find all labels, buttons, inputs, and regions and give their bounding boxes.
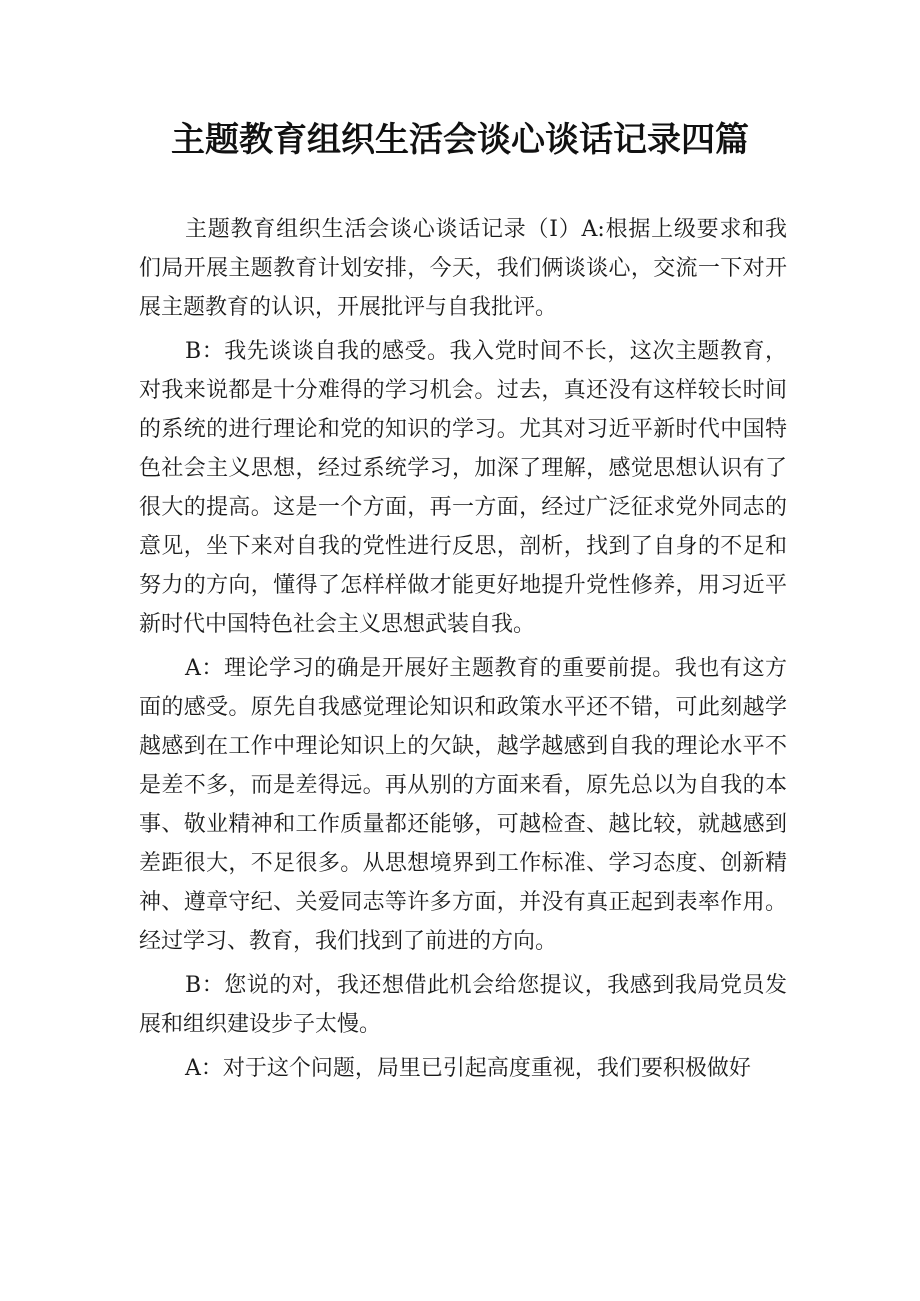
paragraph-b-1: B：我先谈谈自我的感受。我入党时间不长，这次主题教育，对我来说都是十分难得的学习机会。过去，真还没有这样较长时间的系统的进行理论和党的知识的学习。尤其对习近平新时代中国特色社会主义思想，经过系统学习，加深了理解，感觉思想认识有了很大的提高。这是一个方面，再一方面，经过广泛征求党外同志的意见，坐下来对自我的党性进行反思，剖析，找到了自身的不足和努力的方向，懂得了怎样样做才能更好地提升党性修养，用习近平新时代中国特色社会主义思想武装自我。 bbox=[139, 339, 787, 637]
paragraph-b-2: B：您说的对，我还想借此机会给您提议，我感到我局党员发展和组织建设步子太慢。 bbox=[139, 973, 787, 1037]
paragraph-a-2: A：对于这个问题，局里已引起高度重视，我们要积极做好 bbox=[185, 1056, 751, 1081]
document-body bbox=[139, 210, 787, 1093]
paragraph-a-1: A：理论学习的确是开展好主题教育的重要前提。我也有这方面的感受。原先自我感觉理论知识和政策水平还不错，可此刻越学越感到在工作中理论知识上的欠缺，越学越感到自我的理论水平不是差不多，而是差得远。再从别的方面来看，原先总以为自我的本事、敬业精神和工作质量都还能够，可越检查、越比较，就越感到差距很大，不足很多。从思想境界到工作标准、学习态度、创新精神、遵章守纪、关爱同志等许多方面，并没有真正起到表率作用。经过学习、教育，我们找到了前进的方向。 bbox=[139, 656, 787, 954]
paragraph-intro: 主题教育组织生活会谈心谈话记录（I）A:根据上级要求和我们局开展主题教育计划安排，今天，我们俩谈谈心，交流一下对开展主题教育的认识，开展批评与自我批评。 bbox=[139, 217, 787, 320]
document-title: 主题教育组织生活会谈心谈话记录四篇 bbox=[171, 120, 749, 160]
